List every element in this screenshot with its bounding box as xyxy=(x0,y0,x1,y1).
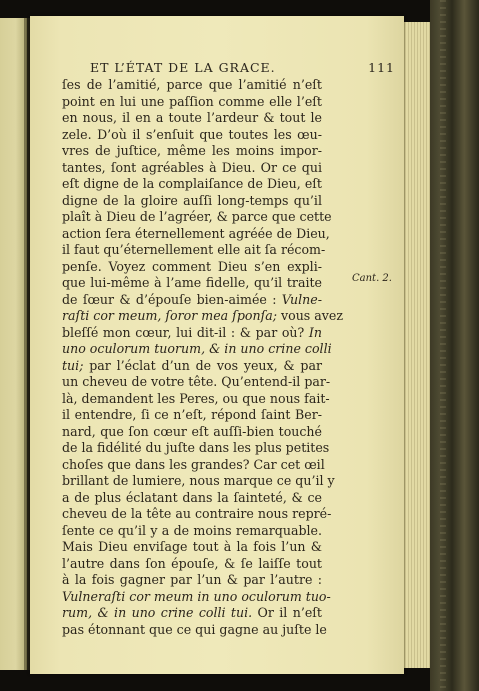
italic-text: uno oculorum tuorum, & in uno crine colli xyxy=(62,341,332,356)
text-line xyxy=(62,259,322,276)
text-run: il entendre, ſi ce n’eſt, répond ſaint Ber- xyxy=(62,407,322,422)
text-line xyxy=(62,160,322,177)
text-run: cheveu de la tête au contraire nous repré- xyxy=(62,506,332,521)
text-line xyxy=(62,424,322,441)
text-run: que lui-même à l’ame fidelle, qu’il traite xyxy=(62,275,322,290)
text-line xyxy=(62,588,331,606)
text-run: digne de la gloire auſſi long-temps qu’il xyxy=(62,192,322,208)
text-line xyxy=(62,556,322,573)
text-run: tantes, ſont agréables à Dieu. Or ce qui xyxy=(62,159,322,175)
text-line xyxy=(62,621,327,639)
text-run: penſe. Voyez comment Dieu s’en expli- xyxy=(62,258,322,274)
facing-page-edge xyxy=(0,18,27,670)
text-run: vous avez xyxy=(277,308,343,323)
text-line xyxy=(62,605,322,622)
text-line xyxy=(62,325,322,342)
text-line xyxy=(62,390,330,408)
italic-text: Vulne- xyxy=(281,291,322,307)
text-run: plaît à Dieu de l’agréer, & parce que cette xyxy=(62,209,332,224)
text-line xyxy=(62,407,322,424)
text-line xyxy=(62,539,322,556)
text-line xyxy=(62,308,343,325)
italic-text: In xyxy=(308,324,322,340)
text-line xyxy=(62,127,322,144)
text-line xyxy=(62,374,331,391)
running-head: ET L’ÉTAT DE LA GRACE. xyxy=(90,60,276,75)
book-cover xyxy=(430,0,479,691)
text-run: zele. D’où il s’enſuit que toutes les œu- xyxy=(62,126,322,142)
text-run: choſes que dans les grandes? Car cet œil xyxy=(62,456,325,472)
text-run: par l’éclat d’un de vos yeux, & par xyxy=(83,357,322,373)
text-run: en nous, il en a toute l’ardeur & tout le xyxy=(62,110,322,125)
text-line xyxy=(62,292,322,309)
text-line xyxy=(62,110,322,127)
text-run: ſes de l’amitié, parce que l’amitié n’eſt xyxy=(62,77,322,92)
page-edges xyxy=(404,22,431,668)
text-run: a de plus éclatant dans la ſainteté, & ce xyxy=(62,489,322,505)
text-run: à la fois gagner par l’un & par l’autre : xyxy=(62,572,322,587)
margin-note: Cant. 2. xyxy=(352,273,392,284)
text-run: eſt digne de la complaiſance de Dieu, eſt xyxy=(62,176,322,191)
text-run: bleſſé mon cœur, lui dit-il : & par où? xyxy=(62,324,309,340)
text-run: de la fidélité du juſte dans les plus petites xyxy=(62,440,330,455)
text-run: là, demandent les Peres, ou que nous fait- xyxy=(62,390,330,406)
text-line xyxy=(62,242,326,259)
page-number: 111 xyxy=(368,60,395,75)
text-run: vres de juſtice, même les moins impor- xyxy=(62,143,322,158)
text-run: Mais Dieu enviſage tout à la fois l’un & xyxy=(62,539,322,554)
italic-text: raſti cor meum, ſoror mea ſponſa; xyxy=(62,308,277,323)
text-line xyxy=(62,275,322,292)
text-run: de ſœur & d’épouſe bien-aimée : xyxy=(62,291,282,307)
text-line xyxy=(62,225,330,243)
text-line xyxy=(62,506,332,523)
text-line xyxy=(62,193,322,210)
text-run: pas étonnant que ce qui gagne au juſte le xyxy=(62,621,327,637)
text-run: il faut qu’éternellement elle ait ſa récom- xyxy=(62,242,326,257)
text-run: ſente ce qu’il y a de moins remarquable. xyxy=(62,522,322,538)
italic-text: tui; xyxy=(62,357,84,373)
text-line xyxy=(62,523,322,540)
text-run: un cheveu de votre tête. Qu’entend-il par- xyxy=(62,374,331,389)
italic-text: Vulneraſti cor meum in uno oculorum tuo- xyxy=(62,588,331,604)
text-line xyxy=(62,490,322,507)
text-line xyxy=(62,358,322,375)
text-line xyxy=(62,572,322,589)
body-text xyxy=(62,77,343,638)
text-line xyxy=(62,77,322,94)
text-line xyxy=(62,473,335,490)
text-line xyxy=(62,143,322,160)
text-run: l’autre dans ſon épouſe, & ſe laiſſe tout xyxy=(62,555,322,571)
text-run: Or il n’eſt xyxy=(252,605,322,620)
text-line xyxy=(62,341,332,358)
text-line xyxy=(62,176,322,193)
text-run: action ſera éternellement agréée de Dieu, xyxy=(62,225,330,241)
text-line xyxy=(62,456,325,474)
text-run: brillant de lumiere, nous marque ce qu’il y xyxy=(62,473,335,488)
text-line xyxy=(62,94,322,111)
text-line xyxy=(62,440,330,457)
text-line xyxy=(62,209,332,226)
text-run: nard, que ſon cœur eſt auſſi-bien touché xyxy=(62,423,322,439)
text-run: point en lui une paſſion comme elle l’eſt xyxy=(62,93,322,109)
italic-text: rum, & in uno crine colli tui. xyxy=(62,605,253,620)
